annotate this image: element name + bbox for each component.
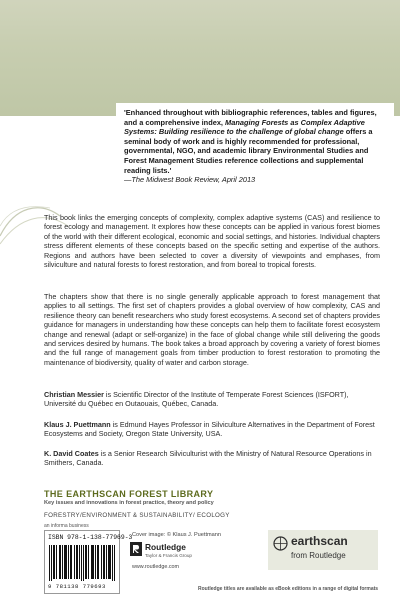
ebook-note: Routledge titles are available as eBook editions in a range of digital formats <box>198 586 379 592</box>
series-subtitle: Key issues and innovations in forest practice, theory and policy <box>44 500 214 506</box>
bio-coates <box>44 449 380 468</box>
routledge-name: Routledge <box>145 542 186 552</box>
bio-text: is Scientific Director of the Institute of Temperate Forest Sciences (ISFORT), Université du Québec en Outaouais, Québec, Canada. <box>44 390 349 409</box>
routledge-logo-icon <box>130 542 142 556</box>
informa-tagline: an informa business <box>44 523 89 529</box>
isbn-label: ISBN 978-1-138-77969-3 <box>48 534 133 541</box>
barcode-number: 9 781138 779693 <box>48 583 106 590</box>
bio-text: is Edmund Hayes Professor in Silviculture Alternatives in the Department of Forest Ecosystems and Society, Oregon State University, USA. <box>44 420 375 439</box>
earthscan-name: earthscan <box>291 534 348 548</box>
series-block <box>44 489 380 519</box>
bio-name: Christian Messier <box>44 390 104 399</box>
cover-photo <box>0 0 400 116</box>
barcode-icon <box>48 545 116 581</box>
review-quote <box>124 108 390 185</box>
quote-text-start: 'Enhanced throughout with bibliographic references, tables and figures, and a comprehensive index, <box>124 108 377 127</box>
bio-text: is a Senior Research Silviculturist with the Ministry of Natural Resource Operations in Smithers, Canada. <box>44 449 372 468</box>
cover-image-credit: Cover image: © Klaus J. Puettmann <box>132 532 222 538</box>
subject-category: FORESTRY/ENVIRONMENT & SUSTAINABILITY/ ECOLOGY <box>44 512 230 519</box>
quote-book-title: Managing Forests as Complex Adaptive Systems: Building resilience to the challenge of global change <box>124 117 365 137</box>
bio-messier <box>44 390 380 409</box>
quote-text-end: offers a seminal body of work and is highly recommended for professional, governmental, NGO, and academic library Environmental Studies and Forest Management Studies reference collections and supplemental reading lists.' <box>124 127 373 175</box>
series-title: THE EARTHSCAN FOREST LIBRARY <box>44 489 214 499</box>
description-paragraph-1: This book links the emerging concepts of complexity, complex adaptive systems (CAS) and resilience to forest ecology and management. It explores how these concepts can be applied in various forest biomes of the world with their different ecological, economic and social settings, and histories. Individual chapters stress different elements of these concepts based on the specific setting and expertise of the authors. Regions and authors have been selected to cover a diversity of viewpoints and emphases, from silviculture and natural forests to forest restoration, and from boreal to tropical forests. <box>44 213 380 270</box>
bio-name: K. David Coates <box>44 449 99 458</box>
earthscan-globe-icon <box>273 536 288 551</box>
bio-puettmann <box>44 420 380 439</box>
routledge-website: www.routledge.com <box>132 564 180 570</box>
bio-name: Klaus J. Puettmann <box>44 420 111 429</box>
description-paragraph-2: The chapters show that there is no single generally applicable approach to forest management that applies to all settings. The first set of chapters provides a global overview of how complexity, CAS and resilience theory can benefit researchers who study forest ecosystems. A second set of chapters provides guidance for managers in understanding how these concepts can help them to facilitate forest ecosystem change and renewal (adapt or self-organize) in the face of global change while still delivering the goods and services desired by humans. The book takes a broad approach by covering a variety of forest biomes and the full range of management goals from timber production to forest restoration to promoting the maintenance of biodiversity, quality of water and carbon storage. <box>44 292 380 367</box>
earthscan-from-routledge: from Routledge <box>291 551 346 560</box>
routledge-tagline: Taylor & Francis Group <box>145 553 192 558</box>
quote-source: —The Midwest Book Review, April 2013 <box>124 175 256 185</box>
